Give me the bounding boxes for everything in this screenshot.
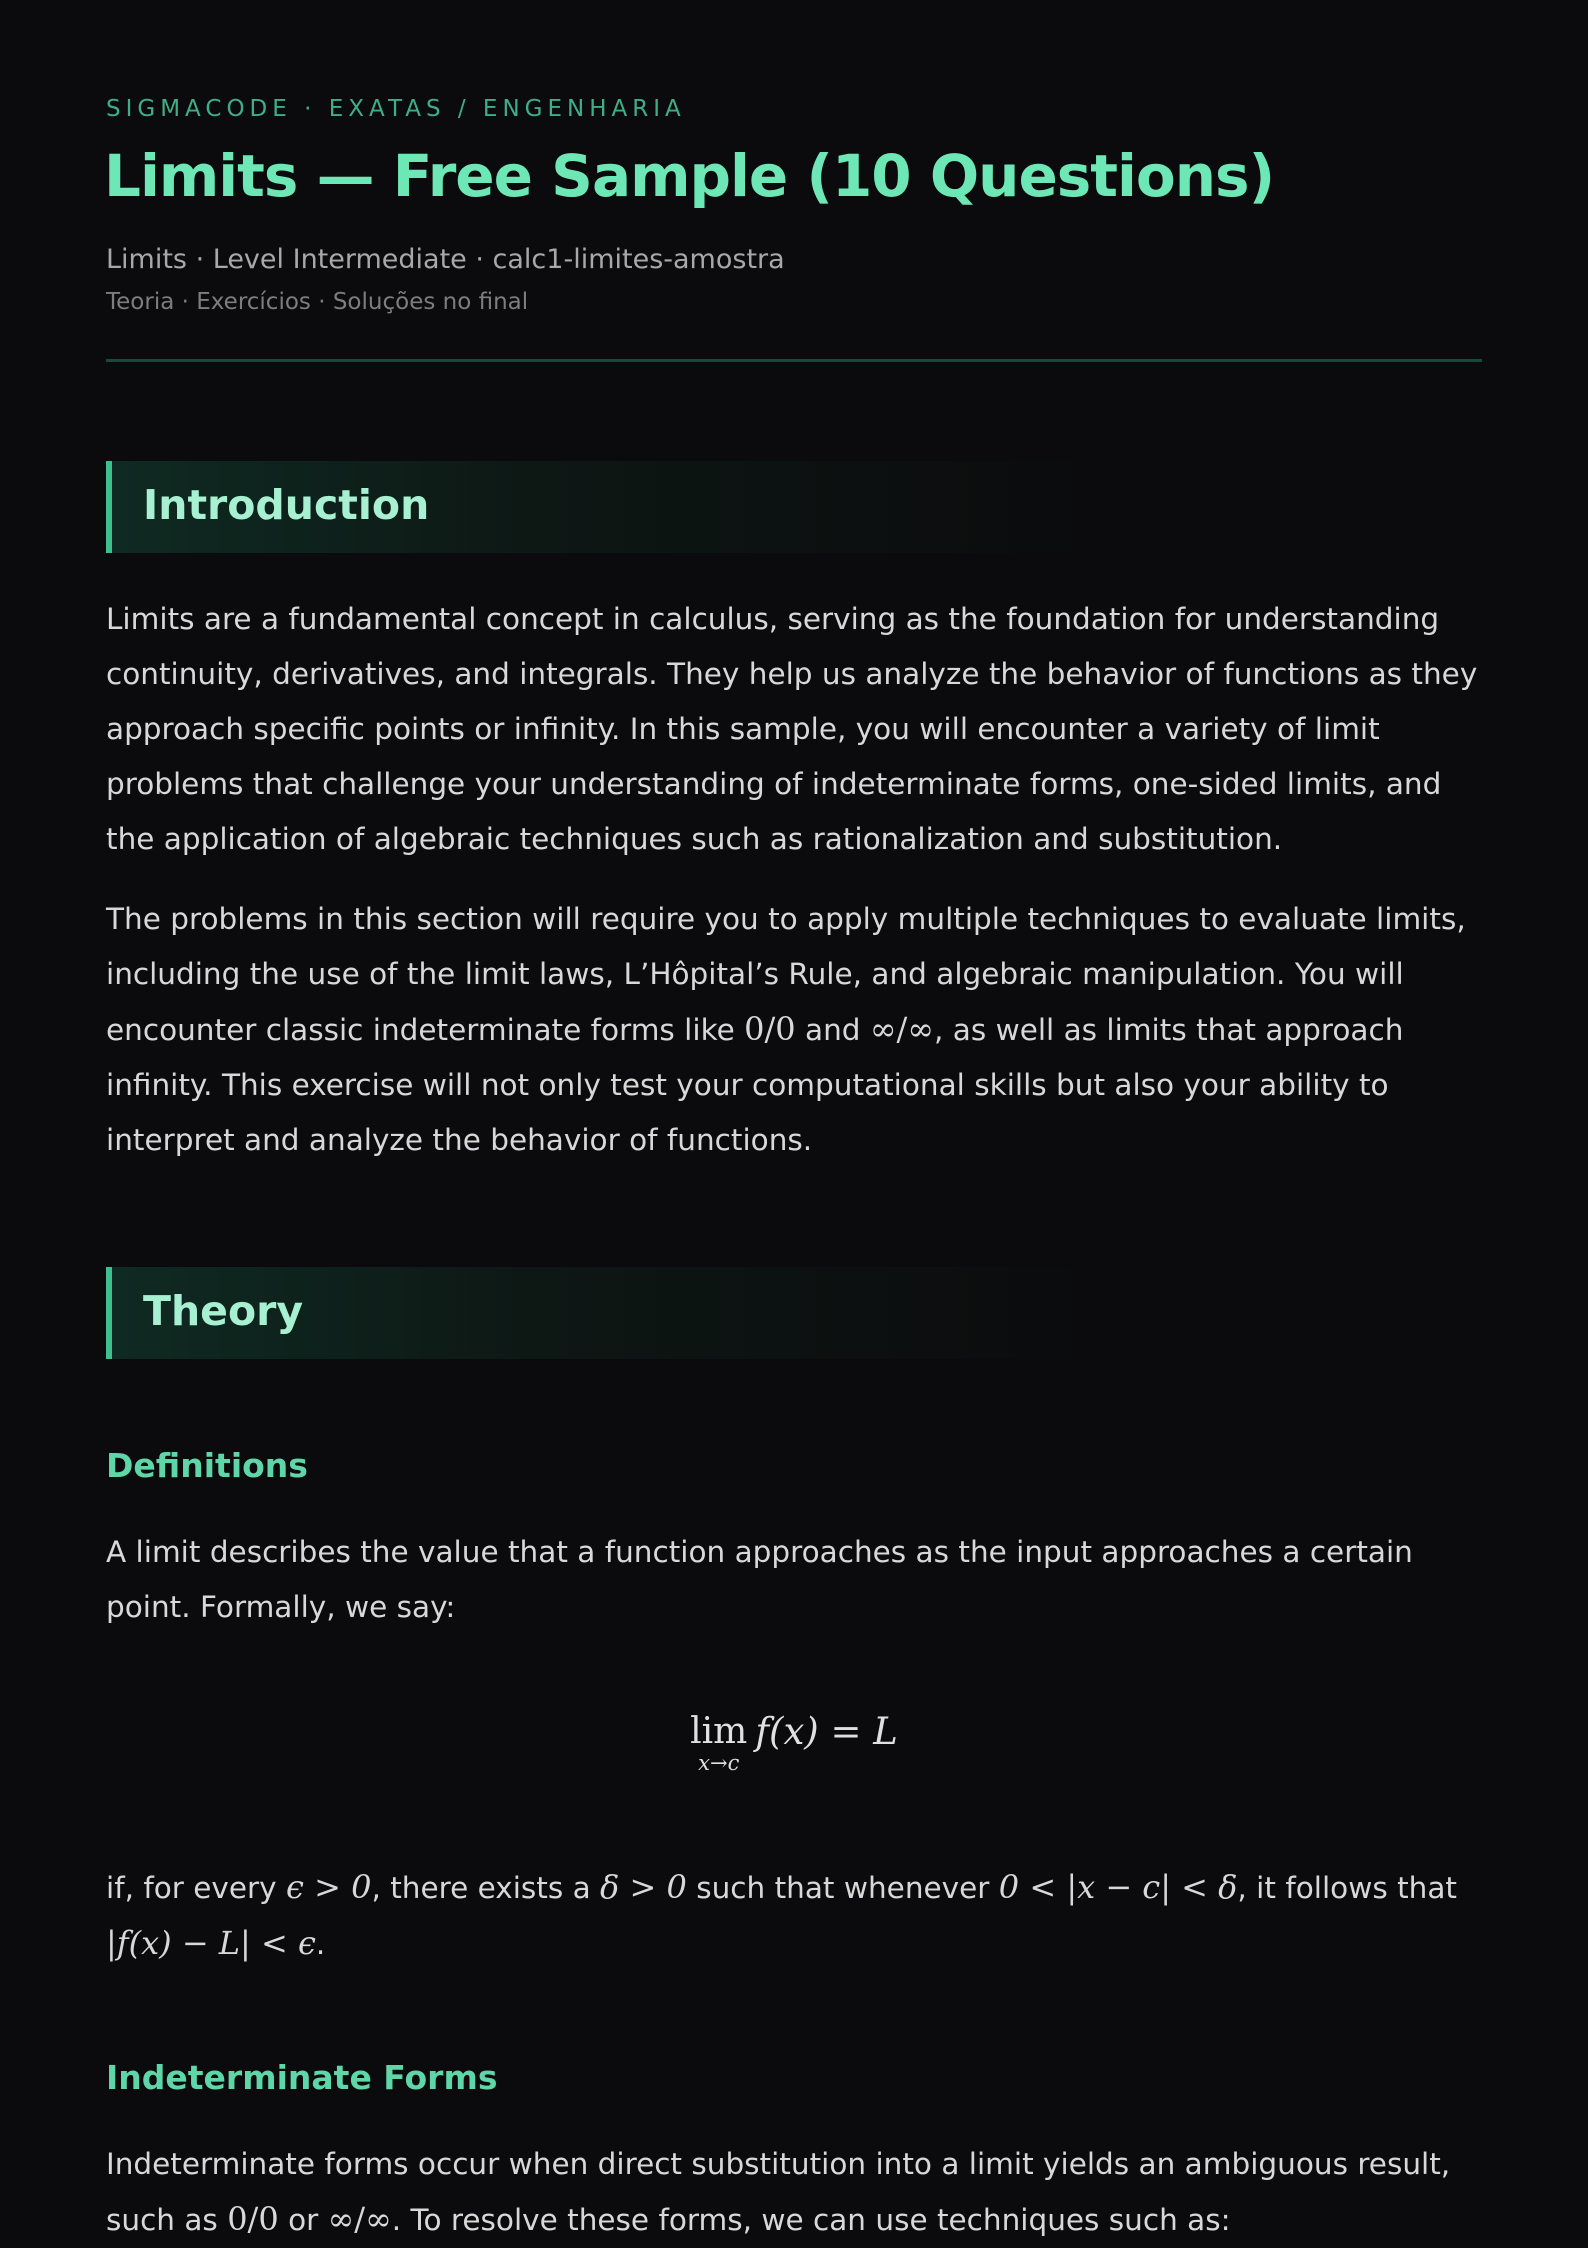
brand-eyebrow: SIGMACODE · EXATAS / ENGENHARIA xyxy=(106,96,686,122)
math-inline: ∞/∞ xyxy=(327,2200,392,2238)
text-run: if, for every xyxy=(106,1871,286,1905)
page-title: Limits — Free Sample (10 Questions) xyxy=(104,142,1275,210)
intro-paragraph-2 xyxy=(106,892,1496,1168)
text-run: , as well as limits that approach infinity. This exercise will not only test your computational skills but also your ability to interpret and analyze the behavior of functions. xyxy=(106,1013,1404,1157)
math-inline: δ > 0 xyxy=(600,1868,687,1906)
header-divider xyxy=(106,359,1482,362)
math-inline: 0/0 xyxy=(744,1010,796,1048)
limit-operator xyxy=(690,1712,747,1774)
text-run: . xyxy=(315,1927,326,1961)
subheading-indeterminate-forms: Indeterminate Forms xyxy=(106,2058,498,2097)
lim-word: lim xyxy=(690,1711,748,1752)
section-heading-introduction xyxy=(106,461,1086,553)
section-heading-label: Introduction xyxy=(143,481,430,529)
math-inline: 0/0 xyxy=(227,2200,279,2238)
math-inline: ∞/∞ xyxy=(869,1010,934,1048)
text-run: , there exists a xyxy=(371,1871,601,1905)
subheading-definitions: Definitions xyxy=(106,1446,308,1485)
text-run: or xyxy=(278,2203,328,2237)
definitions-paragraph-1: A limit describes the value that a function approaches as the input approaches a certain point. Formally, we say: xyxy=(106,1535,1413,1624)
doc-subtitle: Limits · Level Intermediate · calc1-limites-amostra xyxy=(106,244,785,275)
limit-expression: f(x) = L xyxy=(755,1710,898,1753)
section-heading-theory xyxy=(106,1267,1086,1359)
doc-tagline: Teoria · Exercícios · Soluções no final xyxy=(106,289,529,315)
text-run: . To resolve these forms, we can use techniques such as: xyxy=(391,2203,1231,2237)
definitions-paragraph-2 xyxy=(106,1860,1496,1972)
text-run: such that whenever xyxy=(686,1871,999,1905)
text-run: Indeterminate forms occur when direct substitution into a limit yields an ambiguous result, such as xyxy=(106,2147,1451,2237)
text-run: The problems in this section will require you to apply multiple techniques to evaluate limits, including the use of the limit laws, L’Hôpital’s Rule, and algebraic manipulation. You will encounter classic indeterminate forms like xyxy=(106,902,1466,1047)
limit-definition-formula xyxy=(0,1712,1588,1774)
math-inline: 0 < |x − c| < δ xyxy=(998,1868,1238,1906)
section-heading-label: Theory xyxy=(143,1287,304,1335)
math-inline: |f(x) − L| < ϵ xyxy=(106,1924,316,1962)
intro-paragraph-1: Limits are a fundamental concept in calculus, serving as the foundation for understanding continuity, derivatives, and integrals. They help us analyze the behavior of functions as they approach specific points or infinity. In this sample, you will encounter a variety of limit problems that challenge your understanding of indeterminate forms, one-sided limits, and the application of algebraic techniques such as rationalization and substitution. xyxy=(106,602,1478,856)
lim-subscript: x→c xyxy=(698,1751,740,1775)
indeterminate-paragraph-1 xyxy=(106,2137,1496,2248)
text-run: , it follows that xyxy=(1237,1871,1457,1905)
math-inline: ϵ > 0 xyxy=(286,1868,372,1906)
text-run: and xyxy=(795,1013,870,1047)
